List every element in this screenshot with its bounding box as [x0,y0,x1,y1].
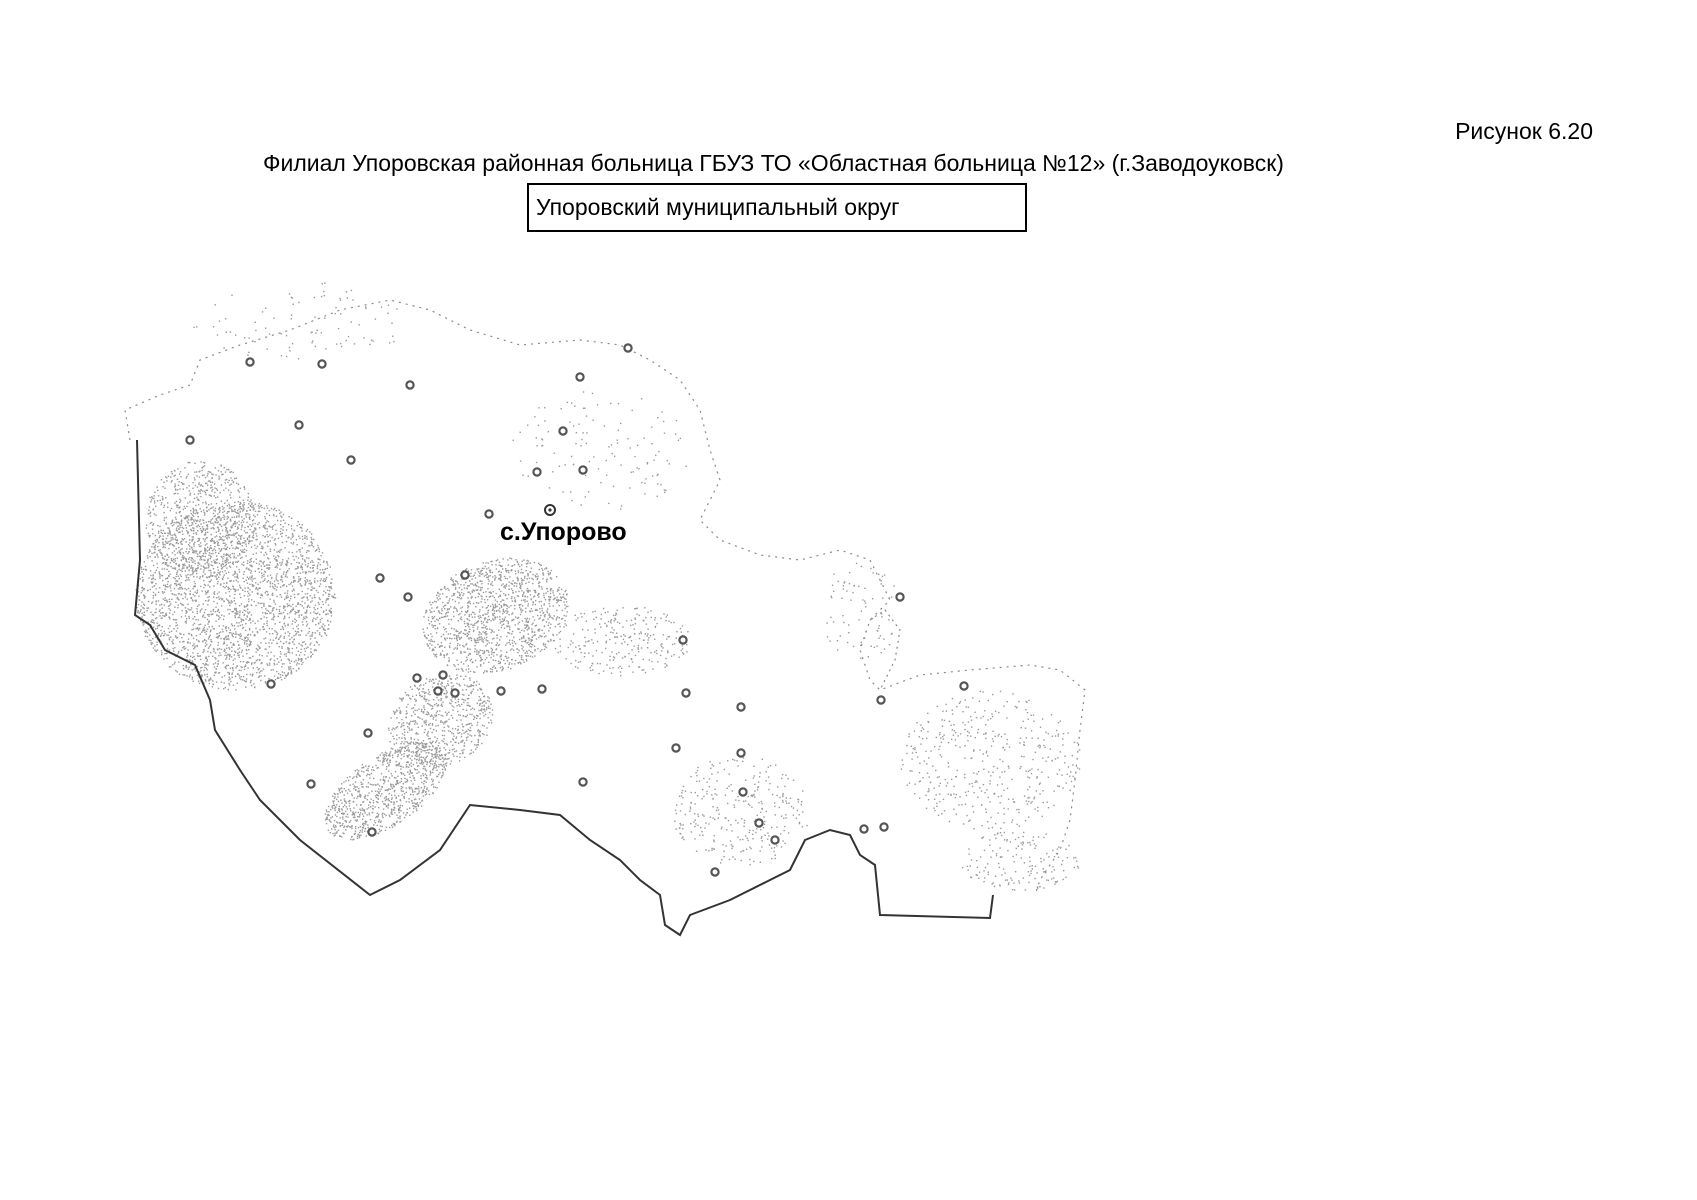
settlement-point [434,687,441,694]
district-boundary-solid [135,440,993,935]
settlement-point [538,685,545,692]
settlement-point [307,780,314,787]
district-name: Упоровский муниципальный округ [536,194,900,220]
settlement-point [711,868,718,875]
settlement-point [679,636,686,643]
settlement-point [533,468,540,475]
settlement-point [672,744,679,751]
figure-title: Филиал Упоровская районная больница ГБУЗ ТО «Областная больница №12» (г.Заводоуковск) [263,150,1284,176]
settlement-point [246,358,253,365]
map-stipple-layer [136,283,1081,891]
settlement-points [186,344,967,875]
settlement-point [267,680,274,687]
settlement-point [186,436,193,443]
district-center-label: с.Упорово [500,518,627,546]
settlement-point [579,466,586,473]
settlement-point [318,360,325,367]
settlement-point [739,788,746,795]
settlement-point [860,825,867,832]
district-boundary-dotted-inner [870,610,900,690]
settlement-point [771,836,778,843]
figure-number: Рисунок 6.20 [1455,118,1593,144]
settlement-point [376,574,383,581]
settlement-point [364,729,371,736]
settlement-point [877,696,884,703]
settlement-point [737,749,744,756]
settlement-point [579,778,586,785]
settlement-point [497,687,504,694]
settlement-point [347,456,354,463]
settlement-point [413,674,420,681]
settlement-point [485,510,492,517]
settlement-point [451,689,458,696]
settlement-point [896,593,903,600]
settlement-point [576,373,583,380]
settlement-point [404,593,411,600]
district-center-marker [545,505,555,515]
settlement-point [880,823,887,830]
settlement-point [439,671,446,678]
settlement-point [737,703,744,710]
settlement-point [960,682,967,689]
settlement-point [406,381,413,388]
settlement-point [624,344,631,351]
settlement-point [559,427,566,434]
settlement-point [461,571,468,578]
settlement-point [682,689,689,696]
settlement-point [755,819,762,826]
settlement-point [368,828,375,835]
district-boundary-dotted-north [125,300,1085,895]
settlement-point [295,421,302,428]
